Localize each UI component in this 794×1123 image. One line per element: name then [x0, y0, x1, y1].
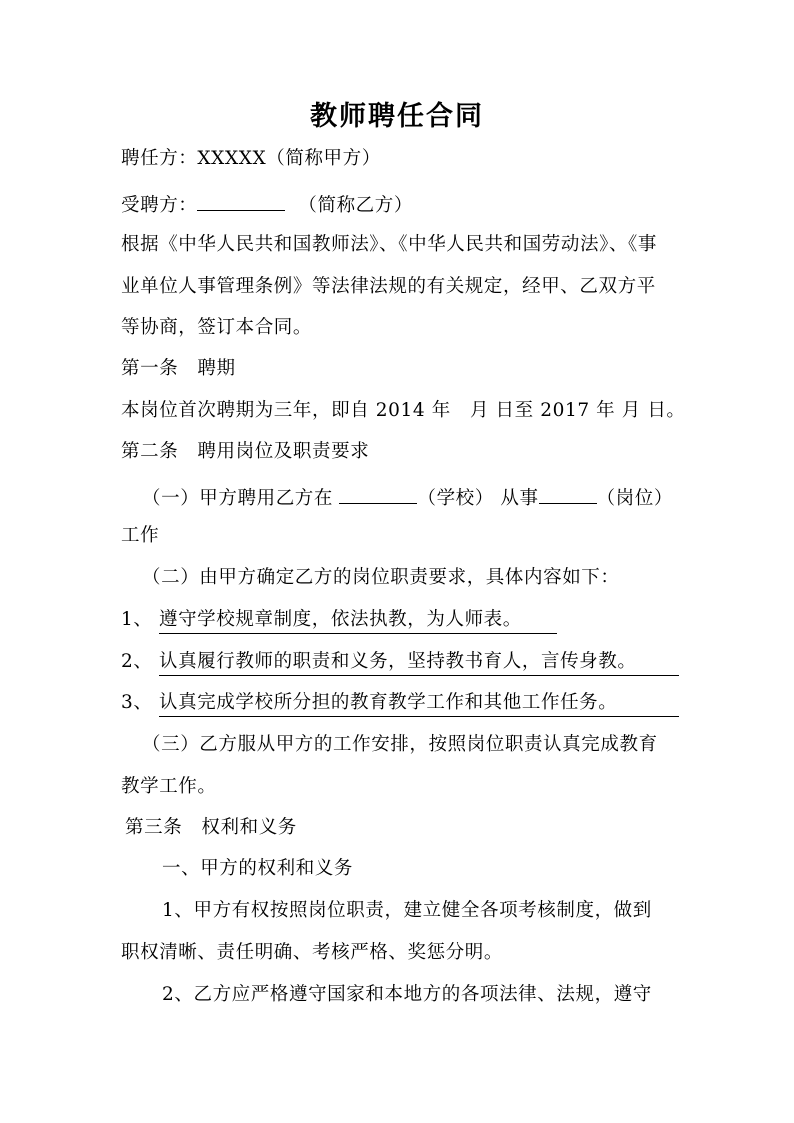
duty-2-num: 2、 [121, 651, 153, 672]
article2-item1-cont: 工作 [121, 525, 160, 546]
item1-part-b: （学校） 从事 [417, 488, 539, 509]
preamble-line-2: 业单位人事管理条例》等法律法规的有关规定，经甲、乙双方平 [121, 276, 656, 297]
employer-line: 聘任方：XXXXX（简称甲方） [121, 148, 381, 169]
duty-1-text: 遵守学校规章制度，依法执教，为人师表。 [159, 608, 557, 634]
position-blank [539, 483, 597, 504]
employee-name-blank [197, 190, 285, 211]
article2-item2: （二）由甲方确定乙方的岗位职责要求，具体内容如下： [142, 567, 620, 588]
duty-3-num: 3、 [121, 692, 153, 713]
duty-2-text: 认真履行教师的职责和义务，坚持教书育人，言传身教。 [159, 650, 679, 676]
employee-line [121, 190, 413, 218]
item1-part-a: （一）甲方聘用乙方在 [142, 488, 340, 509]
article3-sub1: 一、甲方的权利和义务 [162, 858, 354, 879]
duty-1-num: 1、 [121, 609, 153, 630]
duty-2 [121, 650, 679, 676]
article3-p1-line-1: 1、甲方有权按照岗位职责，建立健全各项考核制度，做到 [162, 900, 652, 921]
article3-p1-line-2: 职权清晰、责任明确、考核严格、奖惩分明。 [121, 942, 504, 963]
preamble-line-3: 等协商，签订本合同。 [121, 317, 313, 338]
article1-heading: 第一条 聘期 [121, 358, 236, 379]
document-title: 教师聘任合同 [310, 101, 484, 132]
article2-heading: 第二条 聘用岗位及职责要求 [121, 441, 370, 462]
article2-item3-line-2: 教学工作。 [121, 776, 217, 797]
school-blank [339, 483, 417, 504]
article3-p2-line-1: 2、乙方应严格遵守国家和本地方的各项法律、法规，遵守 [162, 984, 652, 1005]
duty-1 [121, 608, 557, 634]
duty-3 [121, 691, 679, 717]
article1-text: 本岗位首次聘期为三年，即自 2014 年 月 日至 2017 年 月 日。 [121, 400, 686, 421]
preamble-line-1: 根据《中华人民共和国教师法》、《中华人民共和国劳动法》、《事 [121, 234, 658, 255]
duty-3-text: 认真完成学校所分担的教育教学工作和其他工作任务。 [159, 691, 679, 717]
employee-suffix: （简称乙方） [298, 195, 413, 216]
item1-part-c: （岗位） [596, 488, 673, 509]
article3-heading: 第三条 权利和义务 [125, 817, 297, 838]
article2-item1 [142, 483, 673, 511]
article2-item3-line-1: （三）乙方服从甲方的工作安排，按照岗位职责认真完成教育 [142, 734, 658, 755]
employee-prefix: 受聘方： [121, 195, 198, 216]
